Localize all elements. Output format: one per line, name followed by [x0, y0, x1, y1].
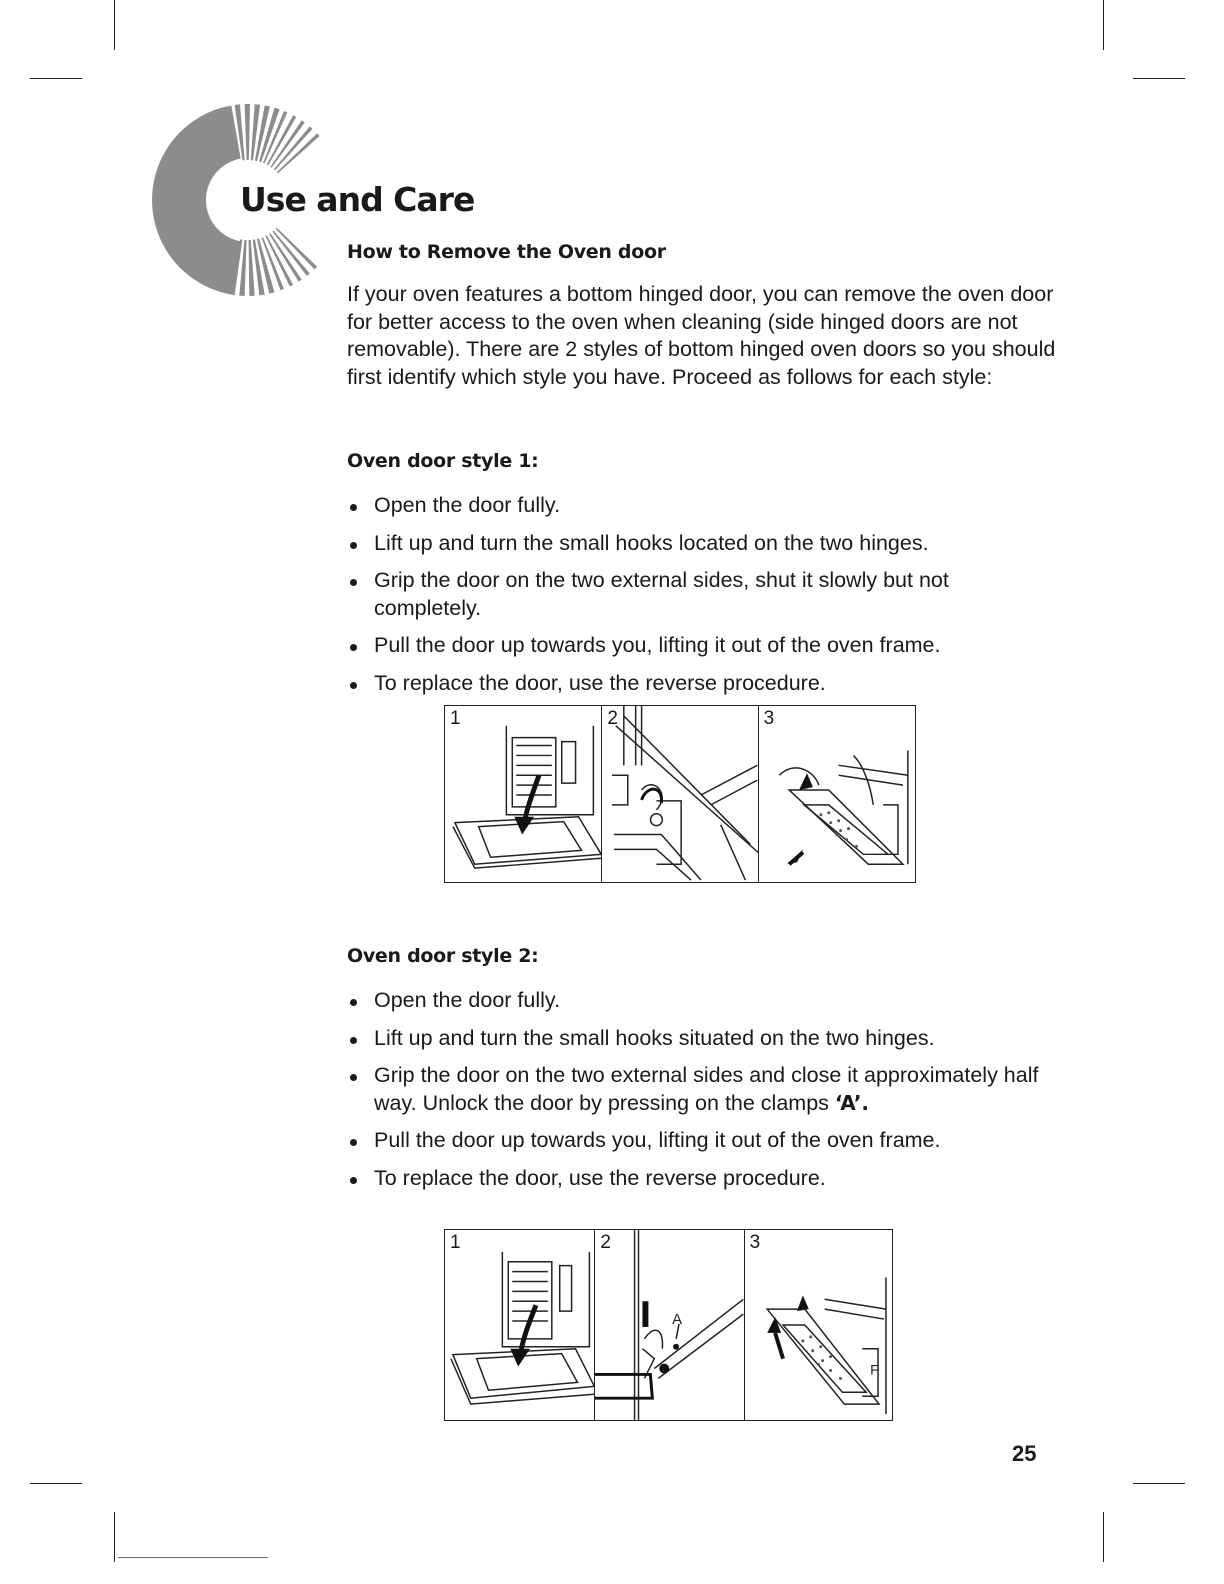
logo-crescent	[152, 105, 241, 294]
list-item: Pull the door up towards you, lifting it out of the oven frame.	[347, 1127, 1047, 1155]
hinge-clamp-illustration	[595, 1230, 743, 1420]
style1-heading: Oven door style 1:	[347, 450, 539, 472]
door-lift-out-illustration	[759, 706, 915, 882]
list-item: Pull the door up towards you, lifting it out of the oven frame.	[347, 632, 1047, 660]
style1-figure	[444, 705, 916, 883]
list-item: To replace the door, use the reverse procedure.	[347, 1165, 1047, 1193]
style2-heading: Oven door style 2:	[347, 945, 539, 967]
crop-mark	[114, 1512, 115, 1562]
section-title: Use and Care	[240, 180, 475, 219]
panel-number: 3	[763, 708, 775, 729]
figure-panel	[759, 706, 915, 882]
list-item: Grip the door on the two external sides, shut it slowly but not completely.	[347, 567, 1047, 622]
crop-mark	[1103, 1512, 1104, 1562]
crop-mark	[114, 0, 115, 50]
panel-number: 1	[450, 1232, 461, 1253]
hinge-hook-illustration	[602, 706, 757, 882]
figure-panel	[602, 706, 758, 882]
callout-a: A	[672, 1312, 683, 1329]
style2-steps-list	[347, 987, 1047, 1202]
crop-mark	[30, 78, 82, 79]
crop-mark	[1133, 1483, 1185, 1484]
list-item: Lift up and turn the small hooks situated on the two hinges.	[347, 1025, 1047, 1053]
intro-paragraph: If your oven features a bottom hinged door, you can remove the oven door for better access to the oven when cleaning (side hinged doors are not removable). There are 2 styles of bottom hinged oven doors so you should first identify which style you have. Proceed as follows for each style:	[347, 282, 1056, 389]
logo-ray	[245, 104, 250, 160]
panel-number: 3	[749, 1232, 761, 1253]
list-item: Open the door fully.	[347, 987, 1047, 1015]
panel-number: 1	[450, 708, 461, 729]
figure-panel	[745, 1230, 892, 1420]
page-heading: How to Remove the Oven door	[347, 241, 666, 263]
style2-figure	[444, 1229, 893, 1421]
panel-number: 2	[600, 1232, 611, 1253]
crop-mark	[30, 1483, 82, 1484]
door-lift-out-illustration	[745, 1230, 892, 1420]
list-item: Open the door fully.	[347, 492, 1047, 520]
crop-mark	[1103, 0, 1104, 50]
clamp-label: ‘A’.	[834, 1090, 870, 1115]
style1-steps-list	[347, 492, 1047, 707]
figure-panel	[595, 1230, 744, 1420]
panel-number: 2	[607, 708, 618, 729]
oven-open-door-illustration	[445, 1230, 594, 1420]
callout-f: F	[869, 1361, 879, 1378]
figure-panel	[445, 1230, 595, 1420]
logo-ray	[276, 228, 317, 270]
footer-rule	[118, 1557, 268, 1558]
logo-ray	[253, 239, 265, 295]
list-item: Lift up and turn the small hooks located on the two hinges.	[347, 530, 1047, 558]
figure-panel	[445, 706, 602, 882]
logo-ray	[274, 126, 313, 170]
list-item-text: Grip the door on the two external sides and close it approximately half way. Unlock the door by pressing on the clamps	[374, 1063, 1039, 1115]
list-item	[347, 1062, 1047, 1117]
page-number: 25	[1012, 1441, 1037, 1466]
oven-open-door-illustration	[445, 706, 601, 882]
list-item: To replace the door, use the reverse procedure.	[347, 670, 1047, 698]
crop-mark	[1133, 78, 1185, 79]
